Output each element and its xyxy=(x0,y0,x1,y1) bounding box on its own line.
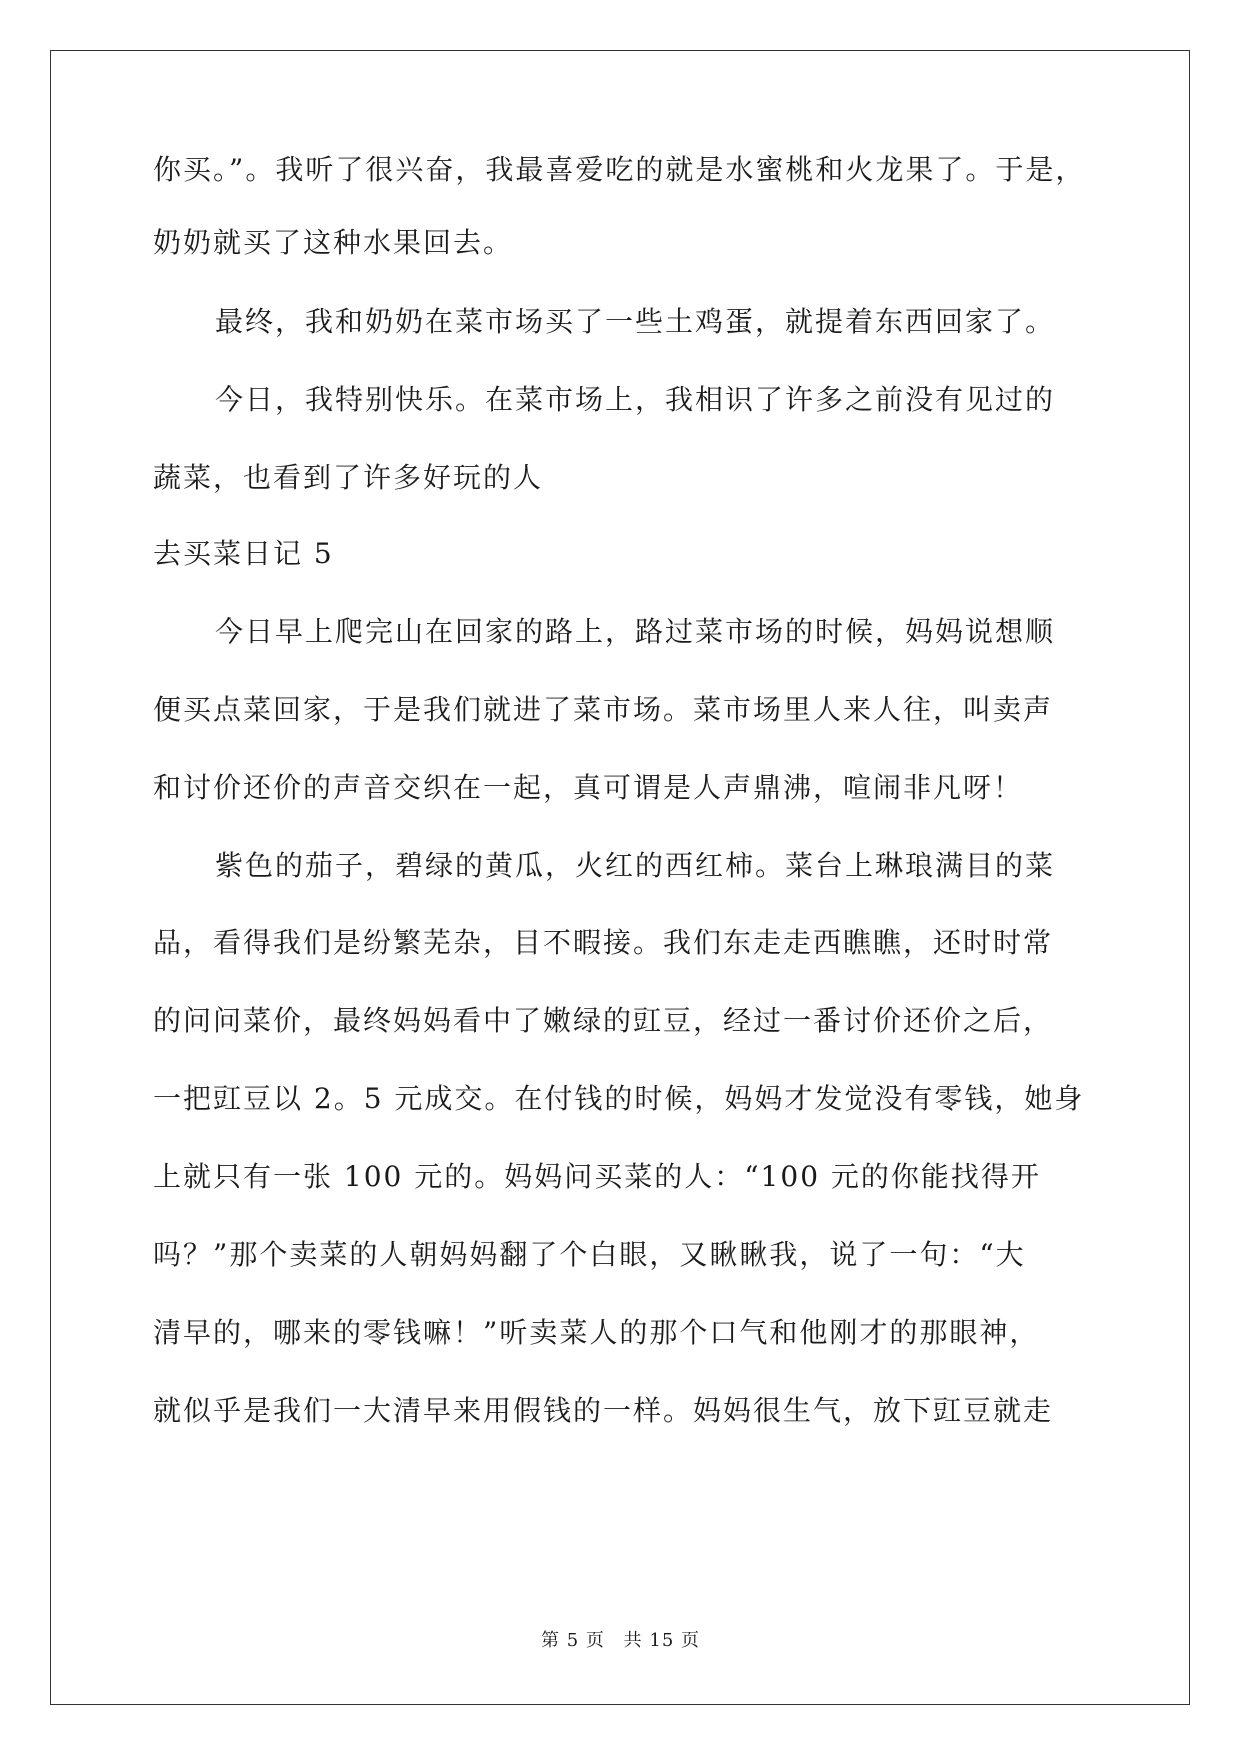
section-heading: 去买菜日记 5 xyxy=(153,537,334,570)
text-line: 上就只有一张 100 元的。妈妈问买菜的人：“100 元的你能找得开 xyxy=(153,1160,1041,1193)
text-line: 的问问菜价，最终妈妈看中了嫩绿的豇豆，经过一番讨价还价之后， xyxy=(153,1004,1054,1037)
text-line: 清早的，哪来的零钱嘛！”听卖菜人的那个口气和他刚才的那眼神， xyxy=(153,1316,1040,1349)
page-number: 第 5 页 xyxy=(541,1630,605,1651)
text-line: 和讨价还价的声音交织在一起，真可谓是人声鼎沸，喧闹非凡呀！ xyxy=(153,771,1024,804)
text-line: 一把豇豆以 2。5 元成交。在付钱的时候，妈妈才发觉没有零钱，她身 xyxy=(153,1082,1085,1115)
paragraph-line: 今日早上爬完山在回家的路上，路过菜市场的时候，妈妈说想顺 xyxy=(215,615,1056,648)
text-line: 便买点菜回家，于是我们就进了菜市场。菜市场里人来人往，叫卖声 xyxy=(153,693,1054,726)
text-line: 就似乎是我们一大清早来用假钱的一样。妈妈很生气，放下豇豆就走 xyxy=(153,1394,1054,1427)
text-line: 品，看得我们是纷繁芜杂，目不暇接。我们东走走西瞧瞧，还时时常 xyxy=(153,926,1054,959)
total-pages: 共 15 页 xyxy=(623,1630,700,1651)
page-footer xyxy=(0,1626,1241,1652)
text-line: 你买。”。我听了很兴奋，我最喜爱吃的就是水蜜桃和火龙果了。于是， xyxy=(153,153,1086,186)
paragraph-line: 紫色的茄子，碧绿的黄瓜，火红的西红柿。菜台上琳琅满目的菜 xyxy=(215,849,1056,882)
text-line: 蔬菜，也看到了许多好玩的人 xyxy=(153,461,544,494)
text-line: 吗？”那个卖菜的人朝妈妈翻了个白眼，又瞅瞅我，说了一句：“大 xyxy=(153,1238,1026,1271)
text-line: 奶奶就买了这种水果回去。 xyxy=(153,226,514,259)
paragraph-line: 最终，我和奶奶在菜市场买了一些土鸡蛋，就提着东西回家了。 xyxy=(215,305,1056,338)
paragraph-line: 今日，我特别快乐。在菜市场上，我相识了许多之前没有见过的 xyxy=(215,383,1056,416)
